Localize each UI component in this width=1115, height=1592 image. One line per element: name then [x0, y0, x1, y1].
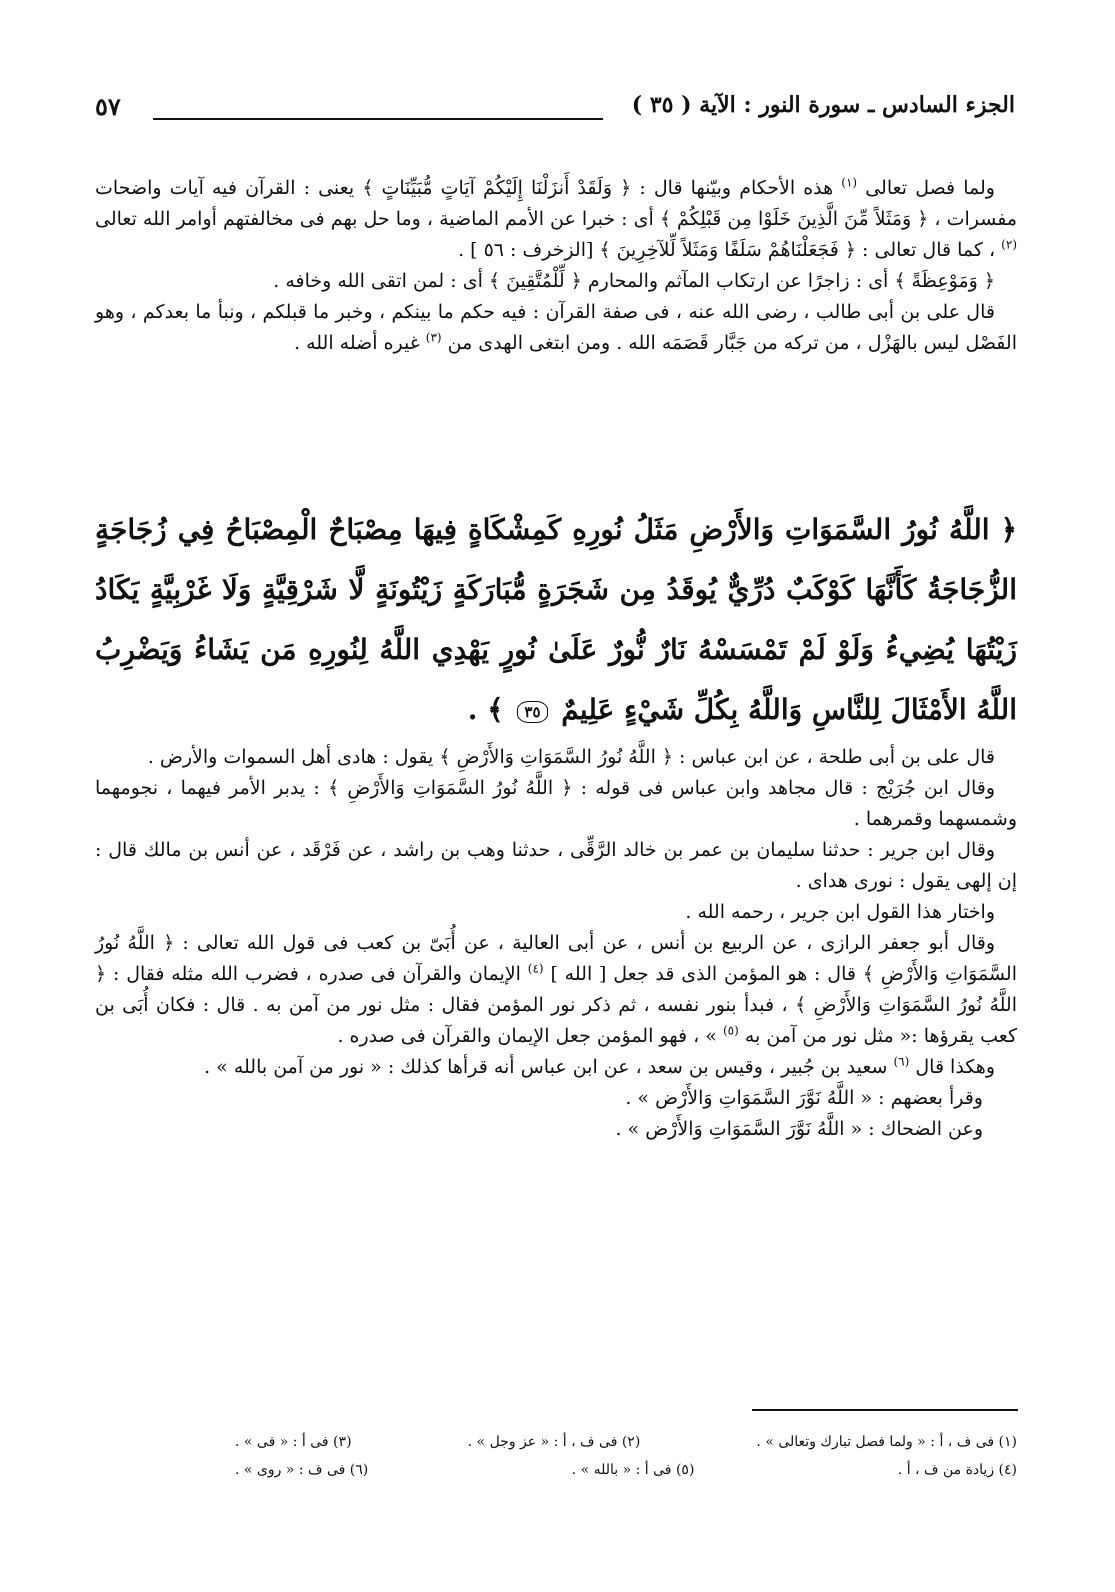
verse-text: ﴿ اللَّهُ نُورُ السَّمَوَاتِ وَالأَرْضِ مَثَلُ نُورِهِ كَمِشْكَاةٍ فِيهَا مِصْبَاحٌ الْمِصْبَاحُ فِي زُجَاجَةٍ الزُّجَاجَةُ كَأَنَّهَا كَوْكَبٌ دُرِّيٌّ يُوقَدُ مِن شَجَرَةٍ مُّبَارَكَةٍ زَيْتُونَةٍ لَّا شَرْقِيَّةٍ وَلَا غَرْبِيَّةٍ يَكَادُ زَيْتُهَا يُضِيءُ وَلَوْ لَمْ تَمْسَسْهُ نَارٌ نُّورٌ عَلَىٰ نُورٍ يَهْدِي اللَّهُ لِنُورِهِ مَن يَشَاءُ وَيَضْرِبُ اللَّهُ الأَمْثَالَ لِلنَّاسِ وَاللَّهُ بِكُلِّ شَيْءٍ عَلِيمٌ: [95, 513, 1017, 726]
paragraph-q4: واختار هذا القول ابن جرير ، رحمه الله .: [685, 901, 995, 923]
header-title: الجزء السادس ـ سورة النور : الآية ( ٣٥ ): [631, 92, 1015, 118]
paragraph-2: ﴿ وَمَوْعِظَةً ﴾ أى : زاجرًا عن ارتكاب المآثم والمحارم ﴿ لِّلْمُتَّقِينَ ﴾ أى : لمن اتقى الله وخافه .: [273, 270, 995, 292]
paragraph-1: [95, 173, 1017, 266]
footnote-separator: [752, 1409, 1018, 1411]
text-run: سعيد بن جُبير ، وقيس بن سعد ، عن ابن عباس أنه قرأها كذلك : « نور من آمن بالله » .: [204, 1056, 888, 1078]
footnote-ref: (٥): [722, 1023, 739, 1038]
footnote-4: (٤) زيادة من ف ، أ .: [897, 1462, 1017, 1478]
paragraph-3: [95, 297, 1017, 359]
footnote-5: (٥) فى أ : « بالله » .: [571, 1462, 695, 1478]
footnote-1: (١) فى ف ، أ : « ولما فصل تبارك وتعالى » .: [756, 1434, 1017, 1450]
paragraph-q2: وقال ابن جُرَيْج : قال مجاهد وابن عباس فى قوله : ﴿ اللَّهُ نُورُ السَّمَوَاتِ وَالأَرْضِ ﴾ : يدبر الأمر فيهما ، نجومهما وشمسهما وقمرهما .: [95, 777, 1017, 830]
footnote-2: (٢) فى ف ، أ : « عز وجل » .: [467, 1434, 641, 1450]
paragraph-q8: وعن الضحاك : « اللَّهُ نَوَّرَ السَّمَوَاتِ وَالأَرْض » .: [615, 1118, 983, 1140]
paragraph-q6: [95, 1052, 1017, 1083]
footnote-row: [235, 1428, 1017, 1456]
running-header: [95, 92, 1015, 132]
text-run: وهكذا قال: [915, 1056, 995, 1078]
text-run: وقال أبو جعفر الرازى ، عن الربيع بن أنس ، عن أبى العالية ، عن أُبَىّ بن كعب فى قول الله تعالى : ﴿ اللَّهُ نُورُ السَّمَوَاتِ وَالأَرْضِ ﴾ قال : هو المؤمن الذى قد جعل [ الله ]: [95, 932, 1017, 985]
footnote-ref: (٦): [893, 1054, 910, 1069]
text-run: غيره أضله الله .: [294, 332, 420, 354]
text-run: ولما فصل تعالى: [865, 177, 995, 199]
footnotes: [235, 1428, 1017, 1484]
footnote-ref: (١): [841, 175, 858, 190]
verse-end: ﴾ .: [467, 693, 504, 726]
footnote-row: [235, 1456, 1017, 1484]
text-run: هذه الأحكام وبيّنها قال : ﴿ وَلَقَدْ أَنزَلْنَا إِلَيْكُمْ آيَاتٍ مُّبَيِّنَاتٍ ﴾ يعنى : القرآن فيه آيات واضحات مفسرات ، ﴿ وَمَثَلاً مِّنَ الَّذِينَ خَلَوْا مِن قَبْلِكُمْ ﴾ أى : خبرا عن الأمم الماضية ، وما حل بهم فى مخالفتهم أوامر الله تعالى: [95, 177, 1017, 230]
text-run: » ، فهو المؤمن جعل الإيمان والقرآن فى صدره .: [337, 1025, 717, 1047]
footnote-ref: (٤): [527, 961, 544, 976]
footnote-6: (٦) فى ف : « روى » .: [235, 1462, 369, 1478]
paragraph-q1: قال على بن أبى طلحة ، عن ابن عباس : ﴿ اللَّهُ نُورُ السَّمَوَاتِ وَالأَرْضِ ﴾ يقول : هادى أهل السموات والأرض .: [147, 746, 995, 768]
intro-text: [95, 173, 1017, 359]
footnote-ref: (٣): [425, 330, 442, 345]
paragraph-q3: وقال ابن جرير : حدثنا سليمان بن عمر بن خالد الرَّقِّى ، حدثنا وهب بن راشد ، عن فَرْقَد ، عن أنس بن مالك قال : إن إلهى يقول : نورى هداى .: [95, 839, 1017, 892]
verse-number-marker: ٣٥: [517, 701, 547, 723]
quran-verse: [95, 500, 1017, 740]
text-run: الإيمان والقرآن فى صدره ، فضرب الله مثله فقال : ﴿ اللَّهُ نُورُ السَّمَوَاتِ وَالأَرْضِ ﴾ ، فبدأ بنور نفسه ، ثم ذكر نور المؤمن فقال : مثل نور من آمن به . قال : فكان أُبَى بن كعب يقرؤها :« مثل نور من آمن به: [95, 963, 1017, 1047]
text-run: قال على بن أبى طالب ، رضى الله عنه ، فى صفة القرآن : فيه حكم ما بينكم ، وخبر ما قبلكم ، ونبأ ما بعدكم ، وهو الفَصْل ليس بالهَزْل ، من تركه من جَبَّار قَصَمَه الله . ومن ابتغى الهدى من: [95, 301, 1017, 354]
text-run: ، كما قال تعالى : ﴿ فَجَعَلْنَاهُمْ سَلَفًا وَمَثَلاً لِّلآخِرِينَ ﴾ [الزخرف : ٥٦ ] .: [458, 239, 996, 261]
footnote-ref: (٢): [1001, 237, 1017, 252]
header-rule: [153, 118, 603, 120]
paragraph-q7: وقرأ بعضهم : « اللَّهُ نَوَّرَ السَّمَوَاتِ وَالأَرْض » .: [625, 1087, 983, 1109]
commentary-text: [95, 742, 1017, 1145]
page-number: ٥٧: [95, 92, 121, 121]
paragraph-q5: [95, 928, 1017, 1052]
footnote-3: (٣) فى أ : « فى » .: [235, 1434, 352, 1450]
